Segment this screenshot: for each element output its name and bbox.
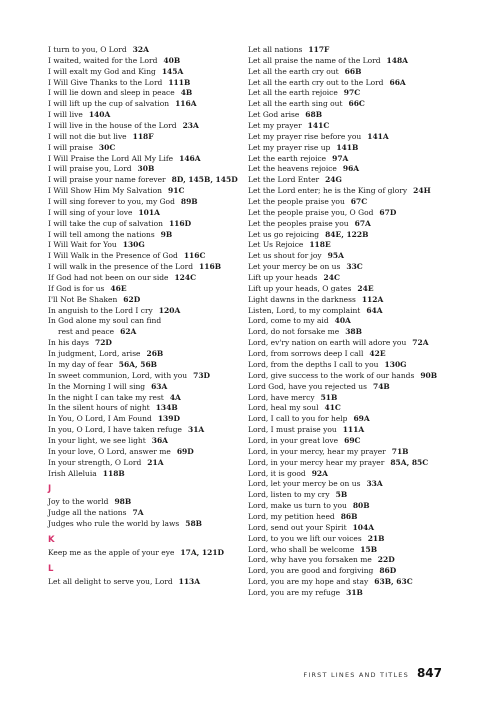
entry-title: Lord, you are my refuge	[248, 587, 341, 597]
index-entry	[248, 251, 462, 262]
index-entry	[248, 208, 462, 219]
entry-reference: 141B	[336, 142, 359, 152]
entry-reference: 72A	[412, 338, 429, 348]
entry-reference: 118B	[102, 468, 125, 478]
entry-reference: 62A	[120, 327, 137, 337]
entry-reference: 24E	[357, 283, 374, 293]
entry-title: Lord, listen to my cry	[248, 490, 330, 500]
index-entry	[48, 67, 244, 78]
entry-title: Let Us Rejoice	[248, 240, 304, 250]
index-entry	[48, 110, 244, 121]
index-entry	[48, 371, 244, 382]
index-entry	[48, 56, 244, 67]
entry-title: I will take the cup of salvation	[48, 218, 163, 228]
index-entry	[248, 110, 462, 121]
entry-reference: 58B	[185, 519, 203, 529]
entry-reference: 72D	[95, 338, 112, 348]
entry-reference: 91C	[168, 186, 185, 196]
entry-reference: 148A	[386, 55, 409, 65]
entry-title: Lord, from sorrows deep I call	[248, 349, 364, 359]
entry-reference: 92A	[311, 468, 328, 478]
index-entry	[248, 447, 462, 458]
index-entry	[248, 273, 462, 284]
entry-reference: 116A	[175, 99, 197, 109]
index-entry	[248, 577, 462, 588]
index-entry	[48, 121, 244, 132]
entry-reference: 68B	[305, 110, 323, 120]
entry-title: Lord, make us turn to you	[248, 501, 347, 511]
index-entry	[248, 501, 462, 512]
index-entry	[48, 327, 244, 338]
entry-reference: 118F	[132, 131, 154, 141]
entry-reference: 5B	[335, 490, 348, 500]
entry-reference: 46E	[110, 283, 127, 293]
entry-reference: 63B, 63C	[374, 577, 413, 587]
entry-title: In You, O Lord, I Am Found	[48, 414, 152, 424]
index-entry	[48, 508, 244, 519]
entry-title: Lord, send out your Spirit	[248, 522, 347, 532]
entry-title: Lord, I call to you for help	[248, 414, 348, 424]
page-number: 847	[416, 666, 442, 680]
index-entry	[48, 251, 244, 262]
entry-reference: 24H	[413, 186, 431, 196]
index-entry	[48, 132, 244, 143]
entry-title: In your strength, O Lord	[48, 457, 142, 467]
entry-title: I Will Show Him My Salvation	[48, 186, 163, 196]
entry-reference: 86B	[340, 511, 358, 521]
index-entry	[48, 88, 244, 99]
index-entry	[248, 436, 462, 447]
entry-reference: 30C	[98, 142, 116, 152]
entry-title: Let my prayer	[248, 121, 302, 131]
entry-reference: 124C	[174, 273, 197, 283]
index-entry	[48, 403, 244, 414]
entry-title: Let us go rejoicing	[248, 229, 320, 239]
index-entry	[248, 371, 462, 382]
entry-title: In the night I can take my rest	[48, 392, 164, 402]
entry-title: In your light, we see light	[48, 435, 146, 445]
entry-title: I will live	[48, 110, 83, 120]
entry-reference: 23A	[182, 121, 199, 131]
index-entry	[48, 154, 244, 165]
index-entry	[248, 143, 462, 154]
index-entry	[48, 219, 244, 230]
entry-title: I Will Walk in the Presence of God	[48, 251, 178, 261]
index-entry	[248, 512, 462, 523]
entry-title: I will lift up the cup of salvation	[48, 99, 170, 109]
index-entry	[248, 99, 462, 110]
index-entry	[248, 545, 462, 556]
entry-reference: 21A	[147, 457, 164, 467]
entry-title: rest and peace	[58, 327, 115, 337]
index-entry	[48, 273, 244, 284]
entry-title: In his days	[48, 338, 89, 348]
entry-title: I will sing forever to you, my God	[48, 197, 175, 207]
entry-title: Judge all the nations	[48, 508, 127, 518]
entry-reference: 40B	[163, 55, 181, 65]
index-entry	[48, 436, 244, 447]
entry-reference: 9B	[160, 229, 173, 239]
entry-reference: 101A	[138, 207, 160, 217]
entry-title: Let all the earth rejoice	[248, 88, 338, 98]
entry-title: Lord, give success to the work of our hands	[248, 370, 415, 380]
index-entry	[48, 230, 244, 241]
entry-title: Lord, in your great love	[248, 435, 339, 445]
index-entry	[248, 154, 462, 165]
entry-title: Lord, let your mercy be on us	[248, 479, 361, 489]
entry-reference: 130G	[384, 359, 407, 369]
entry-title: Lift up your heads, O gates	[248, 283, 352, 293]
entry-title: Let the peoples praise you	[248, 218, 349, 228]
index-entry	[248, 534, 462, 545]
entry-title: Let my prayer rise up	[248, 142, 331, 152]
index-entry	[248, 175, 462, 186]
entry-reference: 8D, 145B, 145D	[171, 175, 238, 185]
entry-title: Lord, to you we lift our voices	[248, 533, 362, 543]
entry-title: I Will Wait for You	[48, 240, 117, 250]
index-entry	[48, 349, 244, 360]
index-entry	[248, 230, 462, 241]
entry-title: In anguish to the Lord I cry	[48, 305, 153, 315]
entry-title: Let God arise	[248, 110, 300, 120]
entry-title: Let all praise the name of the Lord	[248, 55, 381, 65]
index-entry	[248, 306, 462, 317]
entry-title: I will tell among the nations	[48, 229, 155, 239]
entry-reference: 26B	[146, 349, 164, 359]
index-entry	[48, 338, 244, 349]
entry-title: Let your mercy be on us	[248, 262, 341, 272]
entry-title: Lord, in your mercy hear my prayer	[248, 457, 385, 467]
entry-reference: 111A	[342, 425, 365, 435]
entry-reference: 40A	[334, 316, 351, 326]
entry-title: Lord, from the depths I call to you	[248, 359, 379, 369]
entry-reference: 62D	[123, 294, 141, 304]
index-entry	[248, 316, 462, 327]
entry-reference: 85A, 85C	[390, 457, 429, 467]
index-entry	[248, 45, 462, 56]
index-entry	[48, 382, 244, 393]
entry-reference: 33C	[346, 262, 363, 272]
entry-reference: 141C	[307, 121, 330, 131]
entry-title: Lord God, have you rejected us	[248, 381, 367, 391]
entry-title: In your love, O Lord, answer me	[48, 446, 171, 456]
index-entry	[48, 425, 244, 436]
index-entry	[48, 45, 244, 56]
entry-title: Lord, it is good	[248, 468, 306, 478]
entry-reference: 139D	[157, 414, 180, 424]
entry-title: Keep me as the apple of your eye	[48, 547, 175, 557]
entry-reference: 30B	[137, 164, 155, 174]
index-entry	[48, 175, 244, 186]
index-entry	[48, 360, 244, 371]
entry-reference: 141A	[367, 131, 389, 141]
entry-reference: 56A, 56B	[118, 359, 158, 369]
entry-title: Let all the earth cry out	[248, 66, 339, 76]
index-entry	[48, 240, 244, 251]
index-entry	[48, 208, 244, 219]
entry-reference: 90B	[420, 370, 438, 380]
index-entry	[248, 393, 462, 404]
entry-reference: 36A	[151, 435, 168, 445]
entry-title: If God is for us	[48, 283, 105, 293]
entry-reference: 38B	[345, 327, 362, 337]
entry-title: I will sing of your love	[48, 207, 133, 217]
entry-title: Let my prayer rise before you	[248, 131, 362, 141]
index-entry	[48, 447, 244, 458]
entry-reference: 15B	[360, 544, 378, 554]
entry-reference: 22D	[377, 555, 395, 565]
entry-reference: 86D	[379, 566, 397, 576]
index-entry	[248, 197, 462, 208]
index-entry	[248, 186, 462, 197]
index-entry	[248, 219, 462, 230]
entry-title: I will lie down and sleep in peace	[48, 88, 175, 98]
entry-reference: 140A	[88, 110, 111, 120]
entry-title: Light dawns in the darkness	[248, 294, 356, 304]
entry-reference: 7A	[132, 508, 144, 518]
entry-title: Listen, Lord, to my complaint	[248, 305, 361, 315]
entry-reference: 67D	[379, 207, 397, 217]
index-entry	[48, 262, 244, 273]
entry-reference: 41C	[324, 403, 341, 413]
entry-title: Let all the earth sing out	[248, 99, 343, 109]
entry-reference: 145A	[161, 66, 184, 76]
entry-reference: 51B	[320, 392, 338, 402]
index-entry	[248, 56, 462, 67]
entry-reference: 66C	[348, 99, 365, 109]
index-entry	[248, 360, 462, 371]
entry-reference: 146A	[179, 153, 201, 163]
entry-reference: 111B	[168, 77, 191, 87]
entry-reference: 112A	[361, 294, 384, 304]
index-entry	[248, 566, 462, 577]
entry-title: I Will Praise the Lord All My Life	[48, 153, 174, 163]
entry-title: In God alone my soul can find	[48, 316, 162, 326]
index-entry	[48, 186, 244, 197]
entry-title: Lord, why have you forsaken me	[248, 555, 372, 565]
entry-title: I will praise you, Lord	[48, 164, 132, 174]
entry-title: If God had not been on our side	[48, 273, 169, 283]
index-entry	[248, 88, 462, 99]
entry-title: I turn to you, O Lord	[48, 45, 127, 54]
index-entry	[248, 403, 462, 414]
index-entry	[248, 414, 462, 425]
index-entry	[248, 132, 462, 143]
entry-title: Let us shout for joy	[248, 251, 322, 261]
index-entry	[248, 458, 462, 469]
entry-title: Judges who rule the world by laws	[48, 519, 180, 529]
entry-reference: 17A, 121D	[180, 547, 225, 557]
entry-title: I'll Not Be Shaken	[48, 294, 118, 304]
entry-reference: 116B	[199, 262, 222, 272]
entry-title: I will praise	[48, 142, 93, 152]
entry-title: Let the people praise you	[248, 197, 345, 207]
entry-title: Lord, my petition heed	[248, 511, 335, 521]
entry-reference: 84E, 122B	[325, 229, 369, 239]
entry-reference: 69C	[344, 435, 361, 445]
section-letter: J	[48, 484, 52, 495]
entry-reference: 24G	[325, 175, 342, 185]
index-column-left	[48, 45, 244, 588]
entry-reference: 73D	[193, 370, 211, 380]
index-entry	[48, 306, 244, 317]
entry-title: Lord, come to my aid	[248, 316, 329, 326]
index-entry	[48, 548, 244, 559]
entry-reference: 98B	[114, 497, 132, 507]
entry-title: Let the people praise you, O God	[248, 207, 374, 217]
entry-reference: 67A	[354, 218, 371, 228]
entry-reference: 66B	[344, 66, 362, 76]
running-footer-title: FIRST LINES AND TITLES	[303, 671, 409, 679]
index-entry	[248, 479, 462, 490]
index-entry	[48, 197, 244, 208]
index-entry	[48, 458, 244, 469]
entry-reference: 71B	[391, 446, 409, 456]
entry-title: In the silent hours of night	[48, 403, 150, 413]
index-entry	[248, 121, 462, 132]
entry-reference: 69A	[353, 414, 370, 424]
section-letter: K	[48, 534, 55, 545]
entry-title: In my day of fear	[48, 359, 113, 369]
entry-title: Let all the earth cry out to the Lord	[248, 77, 384, 87]
entry-reference: 97A	[332, 153, 349, 163]
index-entry	[48, 284, 244, 295]
index-entry	[248, 425, 462, 436]
page-footer	[303, 666, 442, 686]
index-entry	[248, 555, 462, 566]
entry-reference: 69D	[176, 446, 194, 456]
entry-title: I will not die but live	[48, 131, 127, 141]
entry-reference: 32A	[132, 45, 149, 54]
entry-reference: 66A	[389, 77, 406, 87]
entry-reference: 96A	[342, 164, 360, 174]
index-entry	[48, 519, 244, 530]
entry-reference: 134B	[155, 403, 178, 413]
index-entry	[248, 349, 462, 360]
entry-title: Let the Lord enter; he is the King of glory	[248, 186, 408, 196]
entry-reference: 113A	[178, 576, 201, 586]
entry-reference: 117F	[308, 45, 330, 54]
entry-title: Lord, have mercy	[248, 392, 315, 402]
index-entry	[48, 469, 244, 480]
entry-reference: 31B	[346, 587, 363, 597]
index-entry	[48, 577, 244, 588]
entry-reference: 33A	[366, 479, 383, 489]
entry-title: In sweet communion, Lord, with you	[48, 370, 188, 380]
index-entry	[48, 99, 244, 110]
index-entry	[48, 143, 244, 154]
entry-reference: 104A	[352, 522, 375, 532]
entry-reference: 4A	[169, 392, 181, 402]
entry-title: Lord, who shall be welcome	[248, 544, 355, 554]
entry-reference: 116C	[183, 251, 206, 261]
entry-title: Lord, I must praise you	[248, 425, 337, 435]
section-letter: L	[48, 563, 54, 574]
entry-reference: 63A	[151, 381, 168, 391]
entry-reference: 120A	[158, 305, 181, 315]
entry-reference: 67C	[350, 197, 368, 207]
entry-title: Lord, you are my hope and stay	[248, 577, 369, 587]
entry-title: Let all nations	[248, 45, 303, 54]
index-entry	[48, 497, 244, 508]
index-entry	[48, 295, 244, 306]
index-entry	[48, 78, 244, 89]
index-entry	[48, 316, 244, 327]
entry-reference: 130G	[122, 240, 145, 250]
entry-title: Let all delight to serve you, Lord	[48, 576, 173, 586]
entry-reference: 89B	[180, 197, 198, 207]
entry-reference: 21B	[367, 533, 385, 543]
entry-title: Let the Lord Enter	[248, 175, 320, 185]
entry-reference: 64A	[366, 305, 383, 315]
index-entry	[248, 338, 462, 349]
entry-title: Lord, ev'ry nation on earth will adore you	[248, 338, 407, 348]
index-entry	[48, 393, 244, 404]
entry-title: In the Morning I will sing	[48, 381, 146, 391]
index-entry	[248, 164, 462, 175]
entry-reference: 24C	[323, 273, 340, 283]
entry-title: I will praise your name forever	[48, 175, 166, 185]
entry-title: In judgment, Lord, arise	[48, 349, 141, 359]
entry-title: Lord, you are good and forgiving	[248, 566, 374, 576]
entry-reference: 95A	[327, 251, 344, 261]
entry-title: Irish Alleluia	[48, 468, 97, 478]
entry-reference: 4B	[180, 88, 193, 98]
entry-title: Lord, heal my soul	[248, 403, 319, 413]
index-entry	[248, 588, 462, 599]
entry-title: Let the earth rejoice	[248, 153, 327, 163]
entry-title: Lord, in your mercy, hear my prayer	[248, 446, 386, 456]
entry-reference: 31A	[187, 425, 205, 435]
index-entry	[248, 284, 462, 295]
entry-reference: 42E	[369, 349, 386, 359]
entry-title: I Will Give Thanks to the Lord	[48, 77, 163, 87]
index-entry	[248, 67, 462, 78]
index-entry	[248, 327, 462, 338]
index-entry	[248, 78, 462, 89]
entry-title: Lord, do not forsake me	[248, 327, 340, 337]
entry-reference: 80B	[352, 501, 370, 511]
entry-title: I waited, waited for the Lord	[48, 55, 158, 65]
index-entry	[48, 414, 244, 425]
entry-title: Joy to the world	[48, 497, 109, 507]
entry-title: Lift up your heads	[248, 273, 318, 283]
entry-title: I will live in the house of the Lord	[48, 121, 177, 131]
index-entry	[248, 382, 462, 393]
entry-reference: 116D	[168, 218, 192, 228]
index-entry	[248, 262, 462, 273]
entry-reference: 118E	[309, 240, 331, 250]
entry-title: In you, O Lord, I have taken refuge	[48, 425, 182, 435]
index-entry	[248, 469, 462, 480]
index-entry	[248, 490, 462, 501]
index-entry	[48, 164, 244, 175]
index-entry	[248, 523, 462, 534]
index-entry	[248, 295, 462, 306]
entry-title: I will exalt my God and King	[48, 66, 156, 76]
entry-title: I will walk in the presence of the Lord	[48, 262, 194, 272]
entry-reference: 74B	[372, 381, 390, 391]
entry-reference: 97C	[343, 88, 361, 98]
index-column-right	[248, 45, 462, 599]
index-entry	[248, 240, 462, 251]
entry-title: Let the heavens rejoice	[248, 164, 337, 174]
